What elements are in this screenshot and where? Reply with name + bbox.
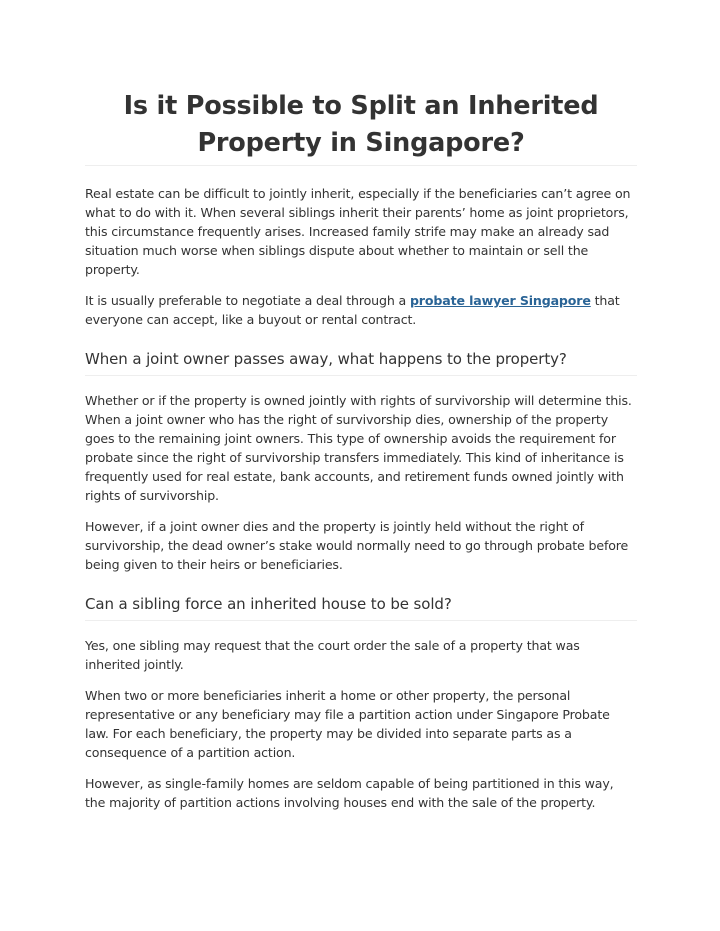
intro-paragraph-2	[85, 291, 637, 329]
section-heading-joint-owner: When a joint owner passes away, what happens to the property?	[85, 349, 637, 376]
section1-paragraph-2: However, if a joint owner dies and the property is jointly held without the right of survivorship, the dead owner’s stake would normally need to go through probate before being given to their heirs or beneficiaries.	[85, 519, 629, 572]
section2-paragraph-2: When two or more beneficiaries inherit a home or other property, the personal representative or any beneficiary may file a partition action under Singapore Probate law. For each beneficiary, the property may be divided into separate parts as a consequence of a partition action.	[85, 688, 610, 760]
intro-paragraph-1: Real estate can be difficult to jointly inherit, especially if the beneficiaries can’t agree on what to do with it. When several siblings inherit their parents’ home as joint proprietors, this circumstance frequently arises. Increased family strife may make an already sad situation much worse when siblings dispute about whether to maintain or sell the property.	[85, 186, 631, 277]
intro-text-before-link: It is usually preferable to negotiate a deal through a	[85, 293, 410, 308]
section1-paragraph-1: Whether or if the property is owned jointly with rights of survivorship will determine this. When a joint owner who has the right of survivorship dies, ownership of the property goes to the remaining joint owners. This type of ownership avoids the requirement for probate since the right of survivorship transfers immediately. This kind of inheritance is frequently used for real estate, bank accounts, and retirement funds owned jointly with rights of survivorship.	[85, 393, 632, 503]
section-heading-force-sale: Can a sibling force an inherited house to be sold?	[85, 594, 637, 621]
probate-lawyer-link[interactable]: probate lawyer Singapore	[409, 293, 591, 308]
page-title: Is it Possible to Split an Inherited Property in Singapore?	[85, 88, 637, 166]
section2-paragraph-1: Yes, one sibling may request that the court order the sale of a property that was inherited jointly.	[85, 638, 580, 672]
intro-text-after-link: that everyone can accept, like a buyout or rental contract.	[85, 293, 620, 327]
article	[85, 88, 637, 812]
section2-paragraph-3: However, as single-family homes are seldom capable of being partitioned in this way, the majority of partition actions involving houses end with the sale of the property.	[85, 776, 614, 810]
